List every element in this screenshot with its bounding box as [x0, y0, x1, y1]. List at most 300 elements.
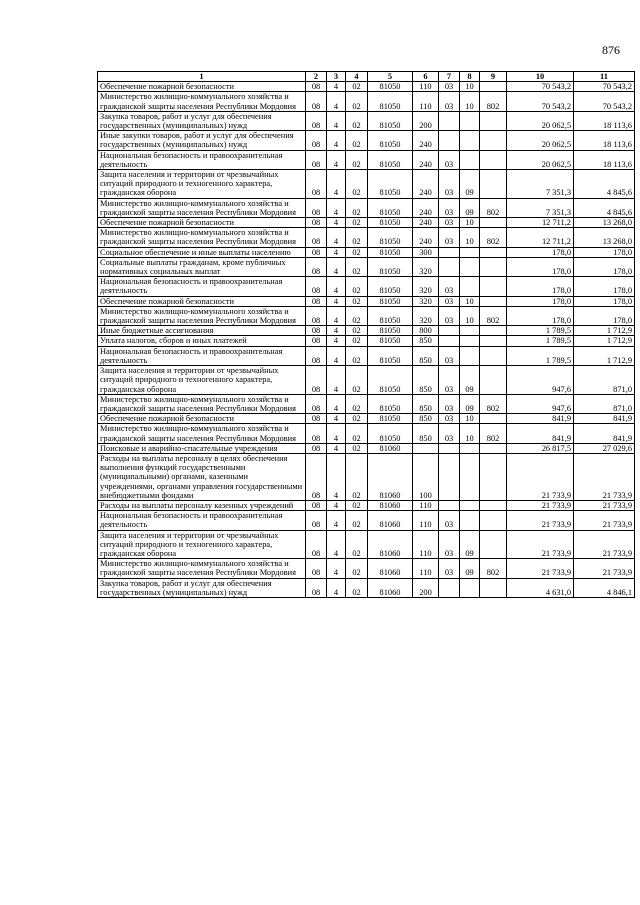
- row-name-cell: Национальная безопасность и правоохранительная деятельность: [98, 150, 306, 169]
- amount-year2-cell: 21 733,9: [574, 511, 635, 530]
- program-cell: 4: [327, 453, 346, 500]
- subsection-cell: 10: [460, 296, 480, 306]
- amount-year2-cell: 21 733,9: [574, 559, 635, 578]
- subsection-cell: 10: [460, 92, 480, 111]
- table-row: [98, 336, 635, 346]
- program-cell: 4: [327, 228, 346, 247]
- ministry-cell: [480, 82, 507, 92]
- amount-year1-cell: 7 351,3: [507, 170, 574, 199]
- chapter-cell: 08: [306, 511, 327, 530]
- section-cell: 03: [439, 414, 460, 424]
- program-cell: 4: [327, 346, 346, 365]
- amount-year1-cell: 21 733,9: [507, 511, 574, 530]
- amount-year1-cell: 21 733,9: [507, 500, 574, 510]
- row-name-cell: Национальная безопасность и правоохранительная деятельность: [98, 511, 306, 530]
- row-name-cell: Министерство жилищно-коммунального хозяйства и гражданской защиты населения Республики Мордовия: [98, 92, 306, 111]
- section-cell: 03: [439, 228, 460, 247]
- chapter-cell: 08: [306, 306, 327, 325]
- subsection-cell: [460, 336, 480, 346]
- amount-year1-cell: 20 062,5: [507, 131, 574, 150]
- ministry-cell: [480, 326, 507, 336]
- row-name-cell: Обеспечение пожарной безопасности: [98, 218, 306, 228]
- section-cell: 03: [439, 150, 460, 169]
- row-name-cell: Социальное обеспечение и иные выплаты населению: [98, 247, 306, 257]
- program-cell: 4: [327, 150, 346, 169]
- subprogram-cell: 02: [346, 170, 368, 199]
- amount-year1-cell: 7 351,3: [507, 198, 574, 217]
- chapter-cell: 08: [306, 170, 327, 199]
- row-name-cell: Иные бюджетные ассигнования: [98, 326, 306, 336]
- section-cell: 03: [439, 346, 460, 365]
- ministry-cell: [480, 150, 507, 169]
- amount-year2-cell: 1 712,9: [574, 326, 635, 336]
- table-row: [98, 511, 635, 530]
- expense-type-cell: 850: [413, 414, 439, 424]
- program-cell: 4: [327, 247, 346, 257]
- chapter-cell: 08: [306, 530, 327, 559]
- subprogram-cell: 02: [346, 346, 368, 365]
- row-name-cell: Национальная безопасность и правоохранительная деятельность: [98, 277, 306, 296]
- table-row: [98, 257, 635, 276]
- subprogram-cell: 02: [346, 82, 368, 92]
- chapter-cell: 08: [306, 443, 327, 453]
- ministry-cell: [480, 131, 507, 150]
- amount-year2-cell: 21 733,9: [574, 500, 635, 510]
- expense-type-cell: 110: [413, 92, 439, 111]
- page-number: 876: [602, 43, 620, 57]
- amount-year2-cell: 178,0: [574, 296, 635, 306]
- expense-type-cell: 100: [413, 453, 439, 500]
- budget-table: [97, 71, 635, 598]
- amount-year1-cell: 26 817,5: [507, 443, 574, 453]
- subsection-cell: [460, 453, 480, 500]
- expense-type-cell: 110: [413, 511, 439, 530]
- row-name-cell: Обеспечение пожарной безопасности: [98, 414, 306, 424]
- table-row: [98, 500, 635, 510]
- table-row: [98, 443, 635, 453]
- program-cell: 4: [327, 306, 346, 325]
- subsection-cell: 09: [460, 366, 480, 395]
- direction-cell: 81060: [368, 559, 413, 578]
- table-row: [98, 277, 635, 296]
- chapter-cell: 08: [306, 131, 327, 150]
- table-row: [98, 306, 635, 325]
- amount-year2-cell: 21 733,9: [574, 530, 635, 559]
- ministry-cell: [480, 453, 507, 500]
- expense-type-cell: 240: [413, 150, 439, 169]
- ministry-cell: [480, 277, 507, 296]
- subprogram-cell: 02: [346, 228, 368, 247]
- subprogram-cell: 02: [346, 150, 368, 169]
- subsection-cell: 10: [460, 424, 480, 443]
- section-cell: [439, 336, 460, 346]
- subsection-cell: 10: [460, 414, 480, 424]
- subprogram-cell: 02: [346, 336, 368, 346]
- ministry-cell: [480, 336, 507, 346]
- ministry-cell: [480, 257, 507, 276]
- chapter-cell: 08: [306, 228, 327, 247]
- ministry-cell: 802: [480, 306, 507, 325]
- expense-type-cell: 240: [413, 198, 439, 217]
- expense-type-cell: 800: [413, 326, 439, 336]
- program-cell: 4: [327, 218, 346, 228]
- ministry-cell: 802: [480, 92, 507, 111]
- section-cell: [439, 247, 460, 257]
- chapter-cell: 08: [306, 92, 327, 111]
- row-name-cell: Министерство жилищно-коммунального хозяйства и гражданской защиты населения Республики Мордовия: [98, 198, 306, 217]
- row-name-cell: Национальная безопасность и правоохранительная деятельность: [98, 346, 306, 365]
- row-name-cell: Защита населения и территории от чрезвычайных ситуаций природного и техногенного характера, гражданская оборона: [98, 170, 306, 199]
- table-row: [98, 559, 635, 578]
- table-header-row: [98, 72, 635, 82]
- amount-year2-cell: 871,0: [574, 366, 635, 395]
- direction-cell: 81050: [368, 247, 413, 257]
- amount-year1-cell: 12 711,2: [507, 228, 574, 247]
- direction-cell: 81050: [368, 424, 413, 443]
- program-cell: 4: [327, 394, 346, 413]
- column-header: 11: [574, 72, 635, 82]
- column-header: 3: [327, 72, 346, 82]
- amount-year2-cell: 178,0: [574, 257, 635, 276]
- table-row: [98, 198, 635, 217]
- table-row: [98, 92, 635, 111]
- column-header: 6: [413, 72, 439, 82]
- program-cell: 4: [327, 443, 346, 453]
- chapter-cell: 08: [306, 500, 327, 510]
- direction-cell: 81050: [368, 111, 413, 130]
- chapter-cell: 08: [306, 366, 327, 395]
- amount-year1-cell: 4 631,0: [507, 578, 574, 597]
- ministry-cell: [480, 443, 507, 453]
- subprogram-cell: 02: [346, 414, 368, 424]
- subsection-cell: 10: [460, 218, 480, 228]
- row-name-cell: Защита населения и территории от чрезвычайных ситуаций природного и техногенного характера, гражданская оборона: [98, 366, 306, 395]
- subprogram-cell: 02: [346, 326, 368, 336]
- subsection-cell: [460, 326, 480, 336]
- subprogram-cell: 02: [346, 530, 368, 559]
- direction-cell: 81050: [368, 228, 413, 247]
- ministry-cell: [480, 218, 507, 228]
- amount-year1-cell: 21 733,9: [507, 530, 574, 559]
- ministry-cell: [480, 414, 507, 424]
- row-name-cell: Министерство жилищно-коммунального хозяйства и гражданской защиты населения Республики Мордовия: [98, 559, 306, 578]
- amount-year2-cell: 841,9: [574, 414, 635, 424]
- direction-cell: 81050: [368, 198, 413, 217]
- program-cell: 4: [327, 336, 346, 346]
- amount-year1-cell: 841,9: [507, 424, 574, 443]
- expense-type-cell: 300: [413, 247, 439, 257]
- subsection-cell: [460, 257, 480, 276]
- subsection-cell: 09: [460, 198, 480, 217]
- row-name-cell: Защита населения и территории от чрезвычайных ситуаций природного и техногенного характера, гражданская оборона: [98, 530, 306, 559]
- chapter-cell: 08: [306, 559, 327, 578]
- section-cell: 03: [439, 366, 460, 395]
- table-row: [98, 228, 635, 247]
- subprogram-cell: 02: [346, 559, 368, 578]
- column-header: 7: [439, 72, 460, 82]
- row-name-cell: Поисковые и аварийно-спасательные учреждения: [98, 443, 306, 453]
- chapter-cell: 08: [306, 336, 327, 346]
- amount-year1-cell: 1 789,5: [507, 326, 574, 336]
- table-row: [98, 131, 635, 150]
- row-name-cell: Расходы на выплаты персоналу в целях обеспечения выполнения функций государственными (муниципальными) органами, казенными учреждениями, органами управления государственными внебюджетными фондами: [98, 453, 306, 500]
- program-cell: 4: [327, 198, 346, 217]
- subprogram-cell: 02: [346, 394, 368, 413]
- amount-year2-cell: 18 113,6: [574, 111, 635, 130]
- amount-year1-cell: 12 711,2: [507, 218, 574, 228]
- section-cell: 03: [439, 394, 460, 413]
- chapter-cell: 08: [306, 111, 327, 130]
- subprogram-cell: 02: [346, 366, 368, 395]
- table-row: [98, 150, 635, 169]
- expense-type-cell: 240: [413, 228, 439, 247]
- ministry-cell: 802: [480, 394, 507, 413]
- subsection-cell: [460, 247, 480, 257]
- amount-year1-cell: 178,0: [507, 277, 574, 296]
- section-cell: [439, 131, 460, 150]
- amount-year2-cell: 1 712,9: [574, 346, 635, 365]
- program-cell: 4: [327, 170, 346, 199]
- subsection-cell: [460, 443, 480, 453]
- ministry-cell: [480, 247, 507, 257]
- amount-year1-cell: 178,0: [507, 306, 574, 325]
- subsection-cell: [460, 111, 480, 130]
- direction-cell: 81050: [368, 92, 413, 111]
- subsection-cell: [460, 500, 480, 510]
- chapter-cell: 08: [306, 296, 327, 306]
- section-cell: [439, 326, 460, 336]
- subsection-cell: [460, 277, 480, 296]
- section-cell: 03: [439, 277, 460, 296]
- expense-type-cell: 850: [413, 394, 439, 413]
- subprogram-cell: 02: [346, 296, 368, 306]
- direction-cell: 81060: [368, 578, 413, 597]
- expense-type-cell: 200: [413, 111, 439, 130]
- chapter-cell: 08: [306, 346, 327, 365]
- chapter-cell: 08: [306, 247, 327, 257]
- expense-type-cell: 110: [413, 500, 439, 510]
- subprogram-cell: 02: [346, 131, 368, 150]
- table-row: [98, 326, 635, 336]
- direction-cell: 81050: [368, 336, 413, 346]
- section-cell: 03: [439, 424, 460, 443]
- direction-cell: 81050: [368, 170, 413, 199]
- section-cell: 03: [439, 92, 460, 111]
- subprogram-cell: 02: [346, 511, 368, 530]
- ministry-cell: [480, 530, 507, 559]
- expense-type-cell: 850: [413, 346, 439, 365]
- table-row: [98, 394, 635, 413]
- expense-type-cell: 240: [413, 218, 439, 228]
- subsection-cell: 09: [460, 530, 480, 559]
- subprogram-cell: 02: [346, 277, 368, 296]
- direction-cell: 81050: [368, 394, 413, 413]
- direction-cell: 81060: [368, 453, 413, 500]
- direction-cell: 81060: [368, 530, 413, 559]
- expense-type-cell: 320: [413, 277, 439, 296]
- amount-year1-cell: 947,6: [507, 394, 574, 413]
- ministry-cell: [480, 296, 507, 306]
- amount-year2-cell: 27 029,6: [574, 443, 635, 453]
- chapter-cell: 08: [306, 578, 327, 597]
- expense-type-cell: 320: [413, 257, 439, 276]
- amount-year1-cell: 178,0: [507, 247, 574, 257]
- ministry-cell: [480, 578, 507, 597]
- chapter-cell: 08: [306, 414, 327, 424]
- row-name-cell: Министерство жилищно-коммунального хозяйства и гражданской защиты населения Республики Мордовия: [98, 228, 306, 247]
- subsection-cell: 09: [460, 170, 480, 199]
- amount-year2-cell: 70 543,2: [574, 92, 635, 111]
- amount-year2-cell: 1 712,9: [574, 336, 635, 346]
- table-row: [98, 366, 635, 395]
- subprogram-cell: 02: [346, 424, 368, 443]
- row-name-cell: Министерство жилищно-коммунального хозяйства и гражданской защиты населения Республики Мордовия: [98, 306, 306, 325]
- subsection-cell: [460, 131, 480, 150]
- subsection-cell: 09: [460, 559, 480, 578]
- row-name-cell: Уплата налогов, сборов и иных платежей: [98, 336, 306, 346]
- ministry-cell: 802: [480, 198, 507, 217]
- expense-type-cell: 320: [413, 306, 439, 325]
- section-cell: 03: [439, 170, 460, 199]
- direction-cell: 81050: [368, 257, 413, 276]
- direction-cell: 81060: [368, 511, 413, 530]
- ministry-cell: 802: [480, 228, 507, 247]
- ministry-cell: [480, 511, 507, 530]
- direction-cell: 81050: [368, 306, 413, 325]
- program-cell: 4: [327, 82, 346, 92]
- direction-cell: 81050: [368, 131, 413, 150]
- subprogram-cell: 02: [346, 247, 368, 257]
- subprogram-cell: 02: [346, 443, 368, 453]
- expense-type-cell: 850: [413, 366, 439, 395]
- program-cell: 4: [327, 559, 346, 578]
- column-header: 1: [98, 72, 306, 82]
- expense-type-cell: 240: [413, 170, 439, 199]
- subprogram-cell: 02: [346, 453, 368, 500]
- amount-year1-cell: 841,9: [507, 414, 574, 424]
- section-cell: 03: [439, 218, 460, 228]
- row-name-cell: Расходы на выплаты персоналу казенных учреждений: [98, 500, 306, 510]
- table-row: [98, 424, 635, 443]
- program-cell: 4: [327, 277, 346, 296]
- amount-year1-cell: 21 733,9: [507, 559, 574, 578]
- program-cell: 4: [327, 92, 346, 111]
- chapter-cell: 08: [306, 198, 327, 217]
- section-cell: [439, 500, 460, 510]
- ministry-cell: [480, 366, 507, 395]
- ministry-cell: [480, 500, 507, 510]
- section-cell: 03: [439, 306, 460, 325]
- chapter-cell: 08: [306, 424, 327, 443]
- section-cell: 03: [439, 559, 460, 578]
- expense-type-cell: 320: [413, 296, 439, 306]
- program-cell: 4: [327, 257, 346, 276]
- column-header: 5: [368, 72, 413, 82]
- program-cell: 4: [327, 131, 346, 150]
- amount-year2-cell: 18 113,6: [574, 131, 635, 150]
- subprogram-cell: 02: [346, 218, 368, 228]
- column-header: 10: [507, 72, 574, 82]
- expense-type-cell: 850: [413, 424, 439, 443]
- table-row: [98, 346, 635, 365]
- row-name-cell: Министерство жилищно-коммунального хозяйства и гражданской защиты населения Республики Мордовия: [98, 424, 306, 443]
- program-cell: 4: [327, 424, 346, 443]
- program-cell: 4: [327, 530, 346, 559]
- program-cell: 4: [327, 326, 346, 336]
- table-row: [98, 414, 635, 424]
- row-name-cell: Обеспечение пожарной безопасности: [98, 296, 306, 306]
- program-cell: 4: [327, 500, 346, 510]
- amount-year2-cell: 13 268,0: [574, 228, 635, 247]
- column-header: 8: [460, 72, 480, 82]
- subprogram-cell: 02: [346, 257, 368, 276]
- section-cell: [439, 453, 460, 500]
- chapter-cell: 08: [306, 394, 327, 413]
- program-cell: 4: [327, 296, 346, 306]
- program-cell: 4: [327, 111, 346, 130]
- subprogram-cell: 02: [346, 198, 368, 217]
- subprogram-cell: 02: [346, 92, 368, 111]
- subprogram-cell: 02: [346, 578, 368, 597]
- amount-year2-cell: 4 845,6: [574, 198, 635, 217]
- amount-year2-cell: 18 113,6: [574, 150, 635, 169]
- expense-type-cell: 850: [413, 336, 439, 346]
- subsection-cell: [460, 511, 480, 530]
- section-cell: [439, 578, 460, 597]
- amount-year2-cell: 841,9: [574, 424, 635, 443]
- ministry-cell: 802: [480, 559, 507, 578]
- column-header: 4: [346, 72, 368, 82]
- row-name-cell: Обеспечение пожарной безопасности: [98, 82, 306, 92]
- amount-year1-cell: 70 543,2: [507, 92, 574, 111]
- expense-type-cell: 110: [413, 559, 439, 578]
- subsection-cell: 10: [460, 82, 480, 92]
- chapter-cell: 08: [306, 150, 327, 169]
- subprogram-cell: 02: [346, 500, 368, 510]
- direction-cell: 81050: [368, 296, 413, 306]
- direction-cell: 81050: [368, 82, 413, 92]
- subprogram-cell: 02: [346, 306, 368, 325]
- amount-year1-cell: 178,0: [507, 296, 574, 306]
- amount-year1-cell: 70 543,2: [507, 82, 574, 92]
- row-name-cell: Закупка товаров, работ и услуг для обеспечения государственных (муниципальных) нужд: [98, 111, 306, 130]
- amount-year2-cell: 178,0: [574, 306, 635, 325]
- table-row: [98, 453, 635, 500]
- direction-cell: 81050: [368, 277, 413, 296]
- ministry-cell: [480, 346, 507, 365]
- table-row: [98, 82, 635, 92]
- amount-year1-cell: 1 789,5: [507, 346, 574, 365]
- table-row: [98, 530, 635, 559]
- amount-year1-cell: 20 062,5: [507, 150, 574, 169]
- amount-year1-cell: 178,0: [507, 257, 574, 276]
- table-row: [98, 296, 635, 306]
- table-row: [98, 111, 635, 130]
- subsection-cell: 10: [460, 228, 480, 247]
- section-cell: 03: [439, 530, 460, 559]
- expense-type-cell: 110: [413, 82, 439, 92]
- amount-year1-cell: 21 733,9: [507, 453, 574, 500]
- table-row: [98, 170, 635, 199]
- row-name-cell: Министерство жилищно-коммунального хозяйства и гражданской защиты населения Республики Мордовия: [98, 394, 306, 413]
- table-row: [98, 218, 635, 228]
- subprogram-cell: 02: [346, 111, 368, 130]
- direction-cell: 81050: [368, 218, 413, 228]
- amount-year2-cell: 13 268,0: [574, 218, 635, 228]
- chapter-cell: 08: [306, 453, 327, 500]
- section-cell: 03: [439, 296, 460, 306]
- section-cell: [439, 257, 460, 276]
